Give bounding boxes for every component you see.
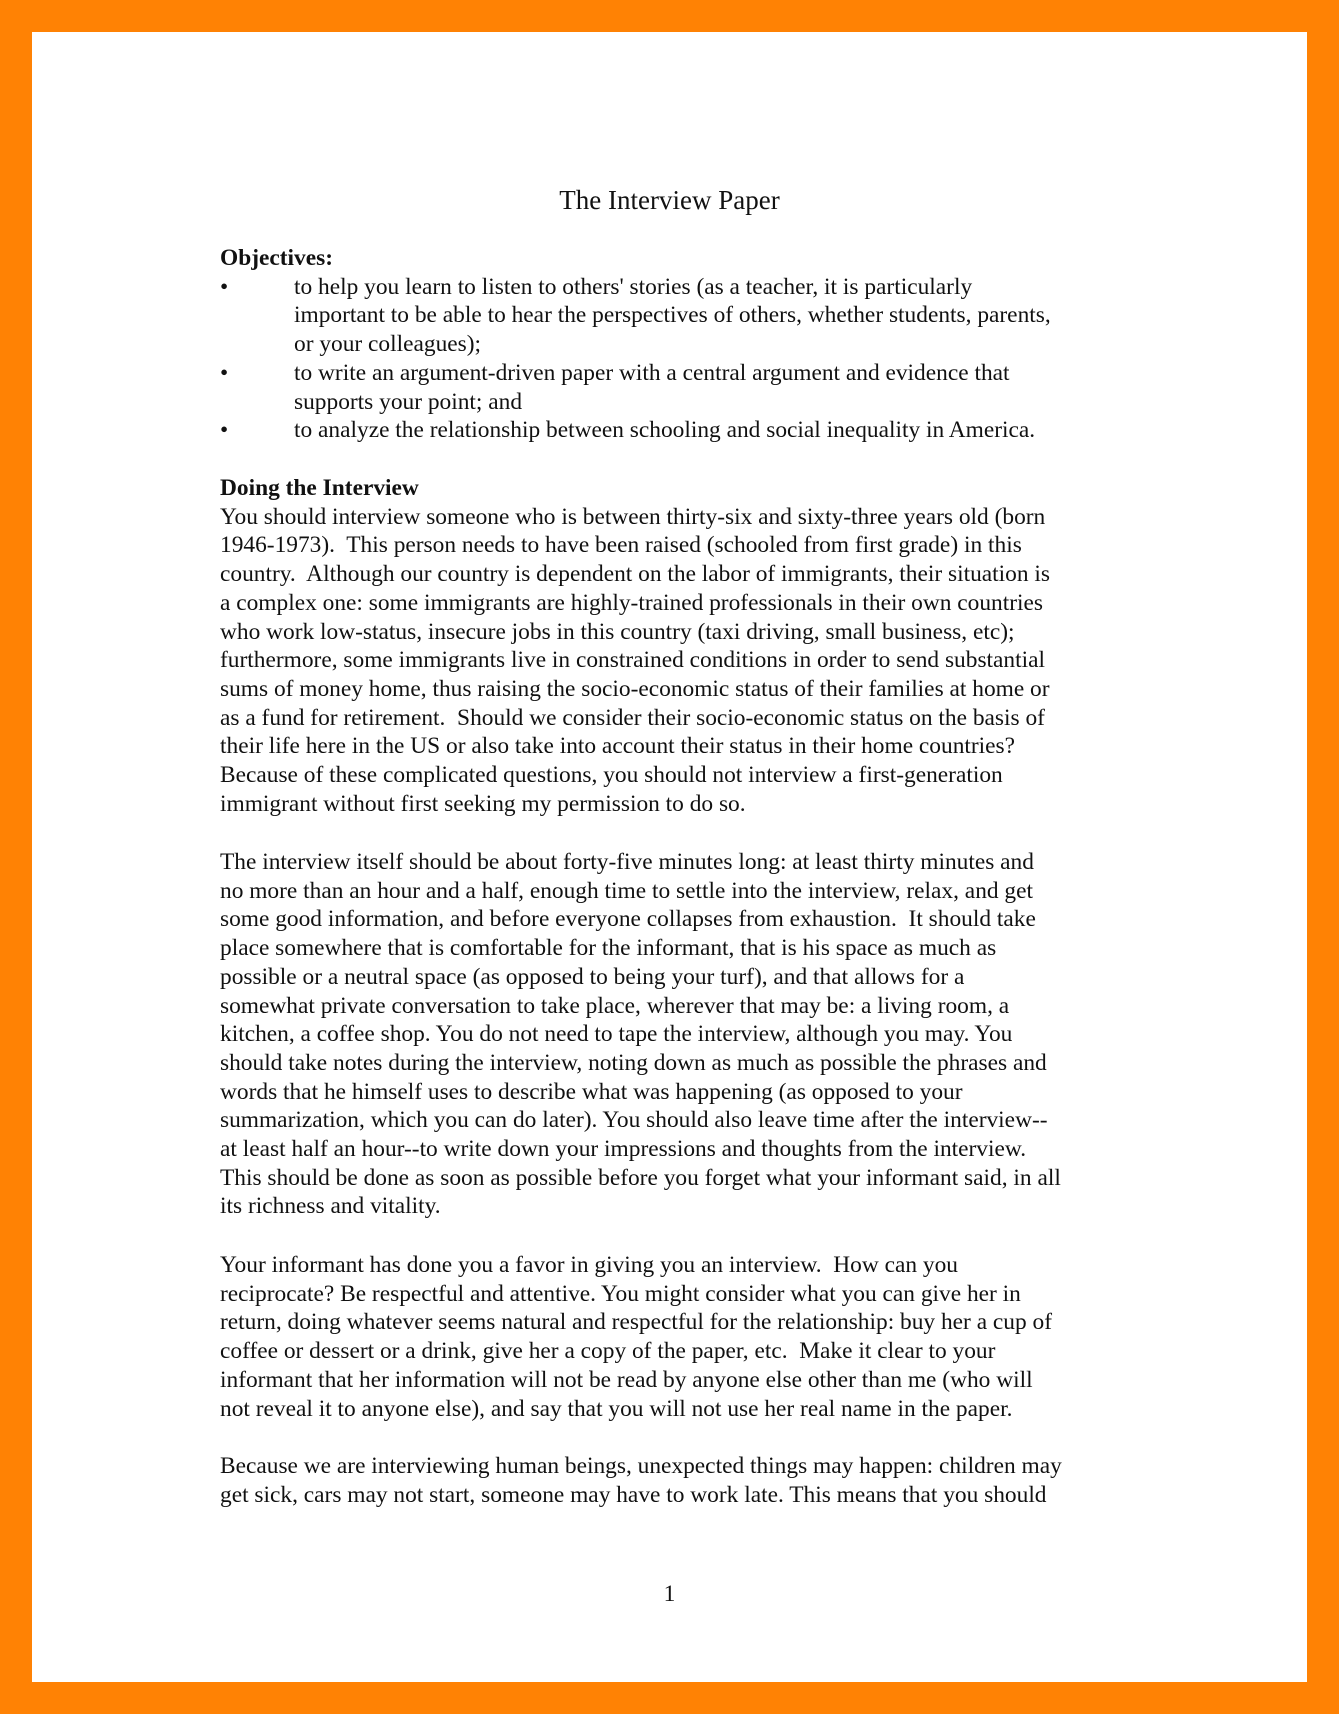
objective-item — [220, 273, 1220, 359]
page-title: The Interview Paper — [559, 185, 780, 215]
text-line: summarization, which you can do later). You should also leave time after the interview-- — [220, 1107, 1048, 1134]
objective-item — [220, 359, 1220, 416]
text-line: coffee or dessert or a drink, give her a copy of the paper, etc. Make it clear to your — [220, 1338, 996, 1365]
text-line: informant that her information will not be read by anyone else other than me (who will — [220, 1366, 1033, 1393]
document-page — [32, 32, 1307, 1682]
bullet-icon: • — [220, 417, 229, 444]
text-line: at least half an hour--to write down your impressions and thoughts from the interview. — [220, 1136, 1027, 1163]
text-line: get sick, cars may not start, someone may have to work late. This means that you should — [220, 1481, 1047, 1508]
text-line: Because we are interviewing human beings, unexpected things may happen: children may — [220, 1453, 1062, 1479]
text-line: kitchen, a coffee shop. You do not need to tape the interview, although you may. You — [220, 1021, 1013, 1048]
text-line: possible or a neutral space (as opposed to being your turf), and that allows for a — [220, 963, 965, 990]
bullet-icon: • — [220, 273, 229, 300]
text-line: This should be done as soon as possible before you forget what your informant said, in all — [220, 1164, 1061, 1191]
objective-line: important to be able to hear the perspectives of others, whether students, parents, — [294, 302, 1051, 329]
objectives-section — [220, 244, 1220, 445]
text-line: return, doing whatever seems natural and respectful for the relationship: buy her a cup of — [220, 1309, 1053, 1336]
text-line: sums of money home, thus raising the socio-economic status of their families at home or — [220, 675, 1050, 702]
text-line: country. Although our country is dependent on the labor of immigrants, their situation is — [220, 561, 1051, 588]
objective-line: to analyze the relationship between schooling and social inequality in America. — [294, 417, 1036, 444]
text-line: somewhat private conversation to take place, wherever that may be: a living room, a — [220, 992, 1010, 1019]
text-line: who work low-status, insecure jobs in this country (taxi driving, small business, etc); — [220, 618, 1015, 645]
text-line: no more than an hour and a half, enough time to settle into the interview, relax, and get — [220, 877, 1034, 904]
text-line: a complex one: some immigrants are highly-trained professionals in their own countries — [220, 589, 1044, 616]
objective-line: or your colleagues); — [294, 331, 482, 358]
text-line: not reveal it to anyone else), and say that you will not use her real name in the paper. — [220, 1395, 1013, 1422]
text-line: place somewhere that is comfortable for the informant, that is his space as much as — [220, 935, 997, 962]
text-line: Because of these complicated questions, you should not interview a first-generation — [220, 762, 1003, 789]
text-line: You should interview someone who is between thirty-six and sixty-three years old (born — [220, 503, 1046, 530]
paragraph — [220, 1452, 1220, 1509]
text-line: as a fund for retirement. Should we consider their socio-economic status on the basis of — [220, 704, 1045, 731]
text-line: reciprocate? Be respectful and attentive. You might consider what you can give her in — [220, 1280, 1021, 1307]
text-line: immigrant without first seeking my permission to do so. — [220, 790, 746, 817]
page-number: 1 — [663, 1581, 676, 1607]
objective-line: supports your point; and — [294, 388, 523, 415]
text-line: words that he himself uses to describe what was happening (as opposed to your — [220, 1078, 963, 1105]
objective-item — [220, 416, 1220, 445]
bullet-icon: • — [220, 359, 229, 386]
text-line: 1946-1973). This person needs to have been raised (schooled from first grade) in this — [220, 532, 1022, 559]
paragraph — [220, 503, 1220, 819]
text-line: The interview itself should be about forty-five minutes long: at least thirty minutes and — [220, 849, 1034, 875]
paragraph — [220, 1251, 1220, 1423]
text-line: its richness and vitality. — [220, 1193, 441, 1220]
text-line: some good information, and before everyone collapses from exhaustion. It should take — [220, 906, 1036, 933]
text-line: should take notes during the interview, noting down as much as possible the phrases and — [220, 1049, 1047, 1076]
objective-line: to write an argument-driven paper with a central argument and evidence that — [294, 359, 1010, 386]
objectives-heading: Objectives: — [220, 245, 334, 271]
objective-line: to help you learn to listen to others' stories (as a teacher, it is particularly — [294, 273, 973, 300]
text-line: furthermore, some immigrants live in constrained conditions in order to send substantial — [220, 647, 1045, 674]
section-heading: Doing the Interview — [220, 475, 419, 501]
text-line: Your informant has done you a favor in giving you an interview. How can you — [220, 1252, 958, 1278]
paragraph — [220, 848, 1220, 1221]
text-line: their life here in the US or also take into account their status in their home countries? — [220, 733, 1016, 760]
doing-interview-section — [220, 474, 1220, 818]
